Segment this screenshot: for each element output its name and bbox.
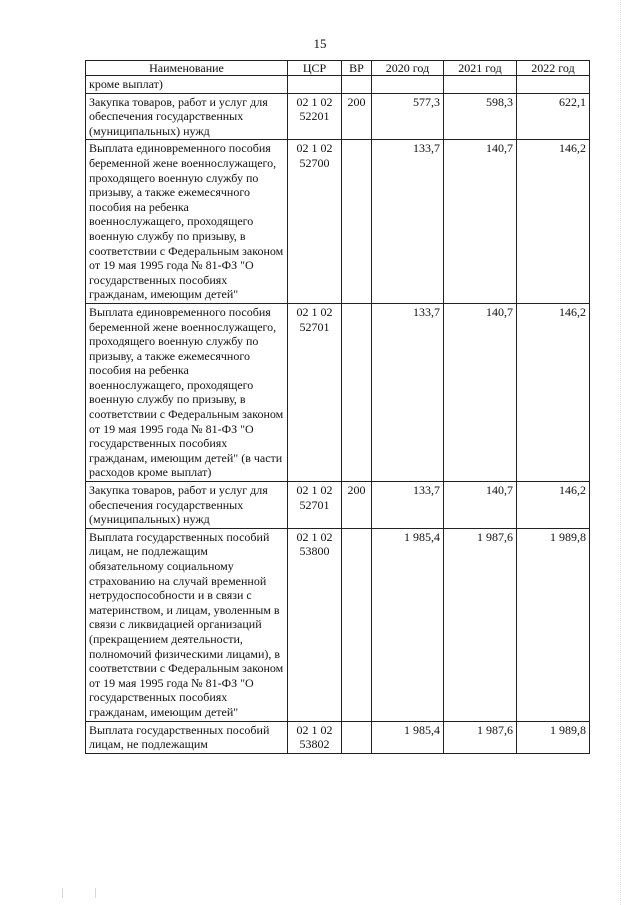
row-vr [342,721,372,753]
row-csr: 02 1 02 53802 [288,721,342,753]
row-value-2022: 1 989,8 [517,528,590,721]
row-value-2021: 598,3 [444,93,517,140]
row-value-2022: 1 989,8 [517,721,590,753]
table-row [86,528,590,721]
row-csr: 02 1 02 52701 [288,482,342,529]
row-value-2021: 140,7 [444,482,517,529]
scan-mark [62,888,63,898]
row-value-2020: 1 985,4 [372,721,444,753]
row-value-2022: 146,2 [517,303,590,481]
row-value-2020: 133,7 [372,303,444,481]
table-row [86,303,590,481]
row-vr [342,528,372,721]
row-name: Выплата государственных пособий лицам, не подлежащим обязательному социальному страхованию на случай временной нетрудоспособности и в связи с материнством, и лицам, уволенным в связи с ликвидацией организаций (прекращением деятельности, полномочий физическими лицами), в соответствии с Федеральным законом от 19 мая 1995 года № 81-ФЗ "О государственных пособиях гражданам, имеющим детей" [86,528,288,721]
row-value-2022: 146,2 [517,140,590,304]
scan-mark [95,888,96,898]
row-value-2021: 1 987,6 [444,721,517,753]
row-value-2021: 1 987,6 [444,528,517,721]
row-value-2021 [444,76,517,94]
header-2020: 2020 год [372,61,444,76]
row-value-2020: 133,7 [372,140,444,304]
table-row [86,76,590,94]
header-2022: 2022 год [517,61,590,76]
row-name: Выплата единовременного пособия беременной жене военнослужащего, проходящего военную службу по призыву, а также ежемесячного пособия на ребенка военнослужащего, проходящего военную службу по призыву, в соответствии с Федеральным законом от 19 мая 1995 года № 81-ФЗ "О государственных пособиях гражданам, имеющим детей" [86,140,288,304]
row-vr [342,303,372,481]
row-value-2021: 140,7 [444,303,517,481]
row-csr: 02 1 02 52701 [288,303,342,481]
row-name: Закупка товаров, работ и услуг для обеспечения государственных (муниципальных) нужд [86,482,288,529]
row-value-2020: 1 985,4 [372,528,444,721]
table-row [86,721,590,753]
table-row [86,93,590,140]
row-name: Выплата единовременного пособия беременной жене военнослужащего, проходящего военную службу по призыву, а также ежемесячного пособия на ребенка военнослужащего, проходящего военную службу по призыву, в соответствии с Федеральным законом от 19 мая 1995 года № 81-ФЗ "О государственных пособиях гражданам, имеющим детей" (в части расходов кроме выплат) [86,303,288,481]
table-row [86,140,590,304]
row-csr: 02 1 02 53800 [288,528,342,721]
row-value-2020: 133,7 [372,482,444,529]
row-value-2020 [372,76,444,94]
row-value-2022: 146,2 [517,482,590,529]
table-header-row [86,61,590,76]
row-csr: 02 1 02 52201 [288,93,342,140]
header-name: Наименование [86,61,288,76]
row-name: Выплата государственных пособий лицам, не подлежащим [86,721,288,753]
scan-edge-line [620,0,621,905]
budget-table [85,60,590,754]
row-value-2020: 577,3 [372,93,444,140]
header-2021: 2021 год [444,61,517,76]
header-csr: ЦСР [288,61,342,76]
row-vr: 200 [342,482,372,529]
row-name: кроме выплат) [86,76,288,94]
row-csr [288,76,342,94]
row-vr: 200 [342,93,372,140]
row-value-2021: 140,7 [444,140,517,304]
row-csr: 02 1 02 52700 [288,140,342,304]
table-row [86,482,590,529]
row-vr [342,76,372,94]
row-value-2022 [517,76,590,94]
row-value-2022: 622,1 [517,93,590,140]
row-vr [342,140,372,304]
row-name: Закупка товаров, работ и услуг для обеспечения государственных (муниципальных) нужд [86,93,288,140]
header-vr: ВР [342,61,372,76]
page-number: 15 [313,36,327,51]
